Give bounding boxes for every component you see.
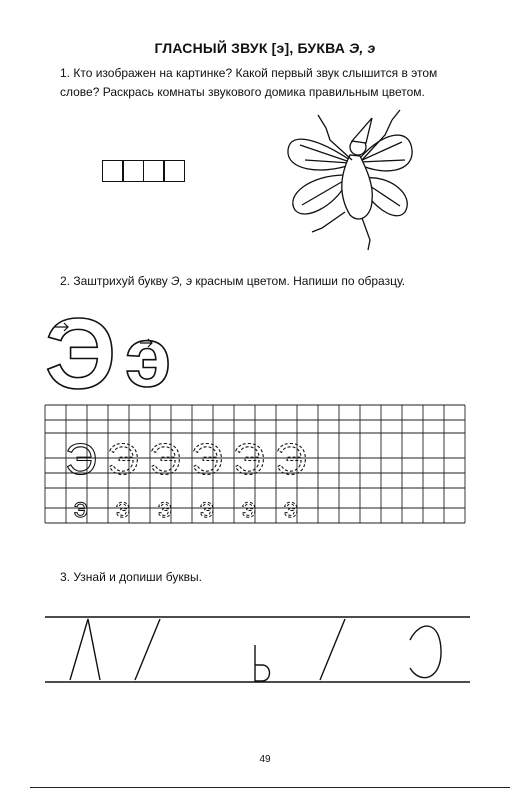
outline-letter-lower[interactable]: э xyxy=(125,310,172,404)
copy-letter-lower[interactable]: э xyxy=(115,492,131,523)
task-3-text: 3. Узнай и допиши буквы. xyxy=(60,570,202,584)
copy-letter-lower[interactable]: э xyxy=(283,492,299,523)
copy-letter-upper[interactable]: Э xyxy=(65,435,97,484)
title-letters: Э, э xyxy=(349,40,376,56)
fragment-a[interactable] xyxy=(70,619,100,680)
task-2-after: красным цветом. Напиши по образцу. xyxy=(192,274,406,288)
fragment-i-left[interactable] xyxy=(320,619,345,680)
outline-letter-upper[interactable]: Э xyxy=(45,298,117,410)
task-2-before: 2. Заштрихуй букву xyxy=(60,274,172,288)
bottom-rule xyxy=(30,787,510,788)
fragment-slash[interactable] xyxy=(135,619,160,680)
copy-letter-lower[interactable]: э xyxy=(73,492,89,523)
fragment-soft-sign[interactable] xyxy=(255,645,270,681)
page-number: 49 xyxy=(259,754,271,765)
task-2-letters: Э, э xyxy=(171,274,193,288)
copy-letter-lower[interactable]: э xyxy=(199,492,215,523)
copy-letter-lower[interactable]: э xyxy=(241,492,257,523)
copy-letter-upper[interactable]: Э xyxy=(149,435,181,484)
copy-letter-upper[interactable]: Э xyxy=(233,435,265,484)
copy-letter-upper[interactable]: Э xyxy=(275,435,307,484)
copy-letter-upper[interactable]: Э xyxy=(191,435,223,484)
title-text: ГЛАСНЫЙ ЗВУК [э], БУКВА xyxy=(154,40,350,56)
task-1-text: 1. Кто изображен на картинке? Какой первый звук слышится в этом слове? Раскрась комнаты звукового домика правильным цветом. xyxy=(60,66,438,99)
fragment-e[interactable] xyxy=(410,626,441,678)
copy-letter-upper[interactable]: Э xyxy=(107,435,139,484)
copy-letter-lower[interactable]: э xyxy=(157,492,173,523)
